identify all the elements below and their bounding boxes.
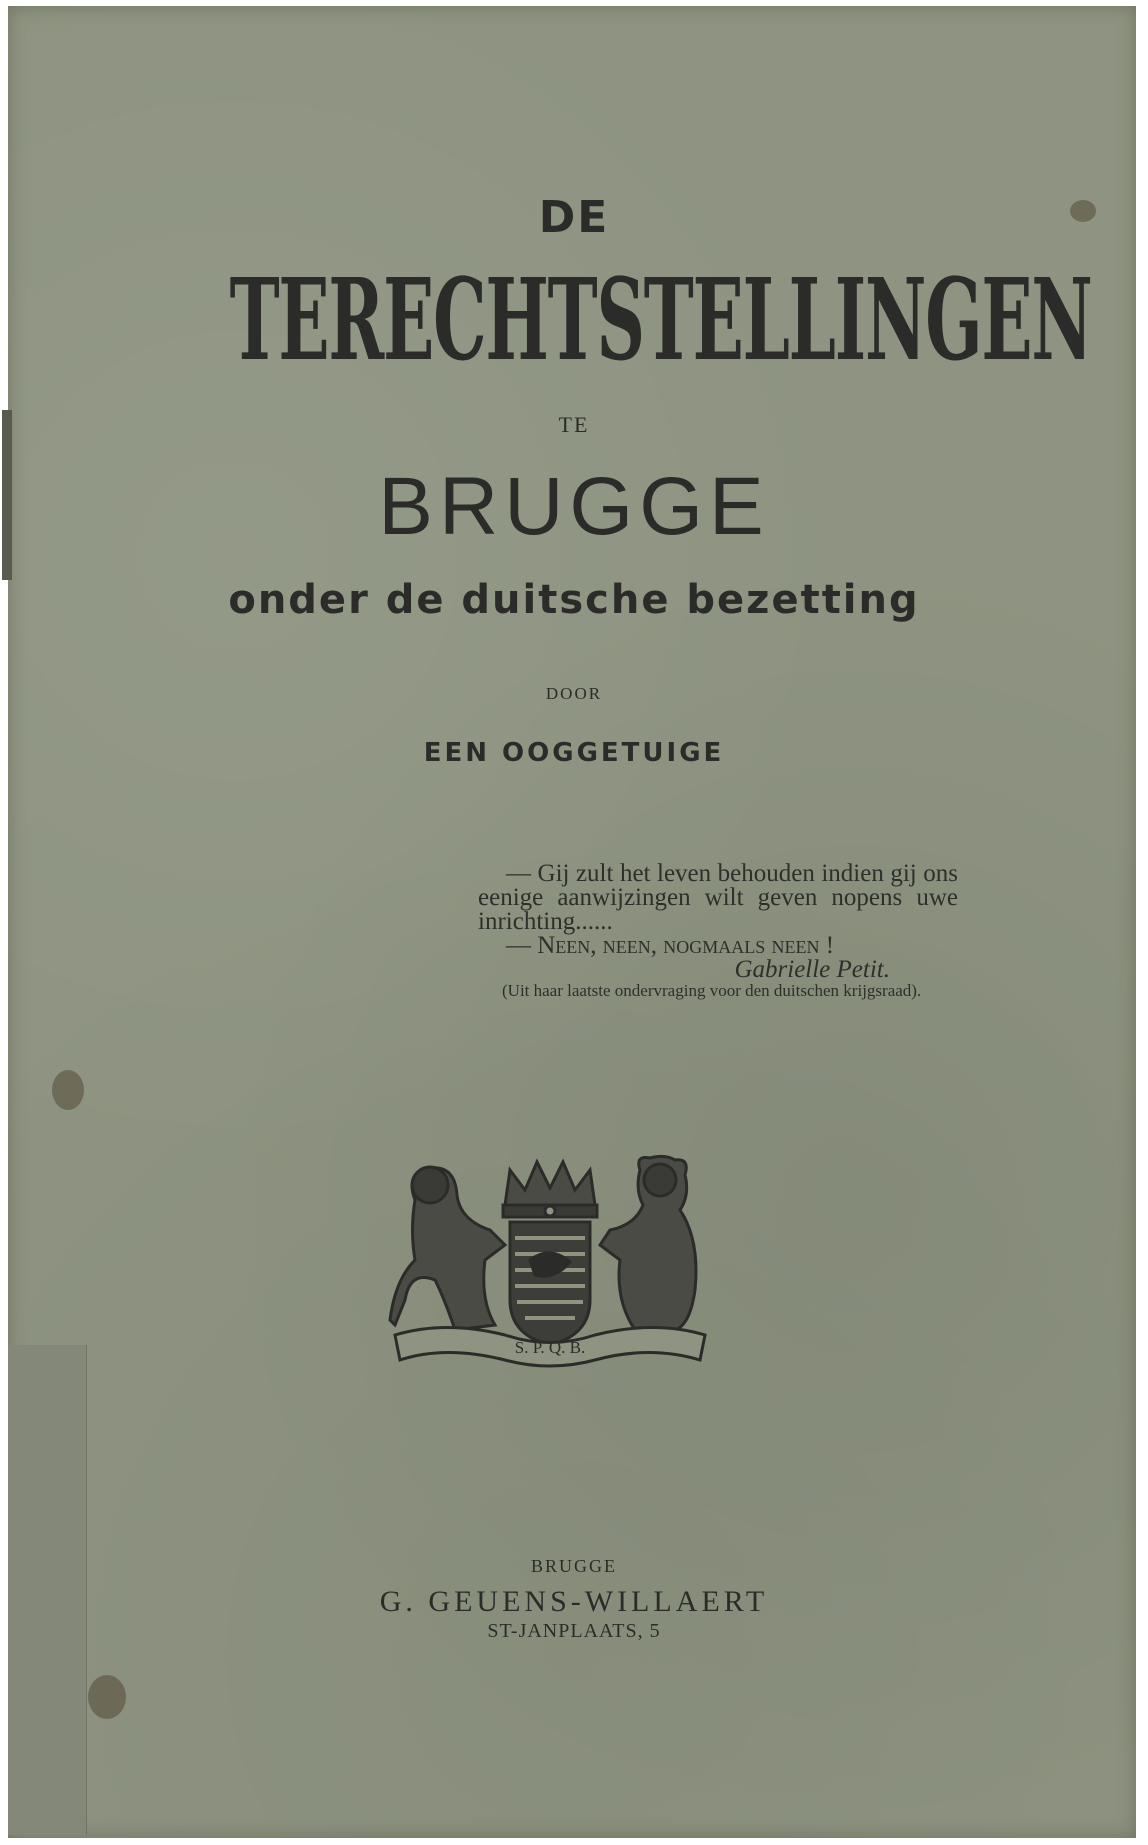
subtitle: onder de duitsche bezetting	[228, 577, 920, 623]
byline-prefix: DOOR	[545, 684, 603, 703]
emblem-motto: S. P. Q. B.	[514, 1338, 586, 1357]
bruges-coat-of-arms-icon	[385, 1150, 715, 1385]
epigraph-answer: — Neen, neen, nogmaals neen !	[506, 932, 835, 959]
epigraph	[478, 862, 958, 1000]
author: EEN OOGGETUIGE	[423, 738, 725, 768]
epigraph-source: (Uit haar laatste ondervraging voor den duitschen krijgsraad).	[502, 981, 922, 1000]
title-preposition: TE	[558, 412, 590, 437]
epigraph-attribution: Gabrielle Petit.	[734, 956, 890, 983]
epigraph-question: — Gij zult het leven behouden indien gij ons eenige aanwijzingen wilt geven nopens uwe inrichting......	[478, 860, 958, 935]
stain-left	[52, 1070, 84, 1110]
imprint-city: BRUGGE	[530, 1556, 617, 1576]
title-article: DE	[538, 192, 610, 243]
title-city: BRUGGE	[378, 461, 770, 552]
main-title: TERECHTSTELLINGEN	[229, 255, 1092, 386]
imprint-address: ST-JANPLAATS, 5	[487, 1620, 661, 1642]
imprint-publisher: G. GEUENS-WILLAERT	[379, 1585, 769, 1618]
stain-bottom-left	[88, 1675, 126, 1719]
